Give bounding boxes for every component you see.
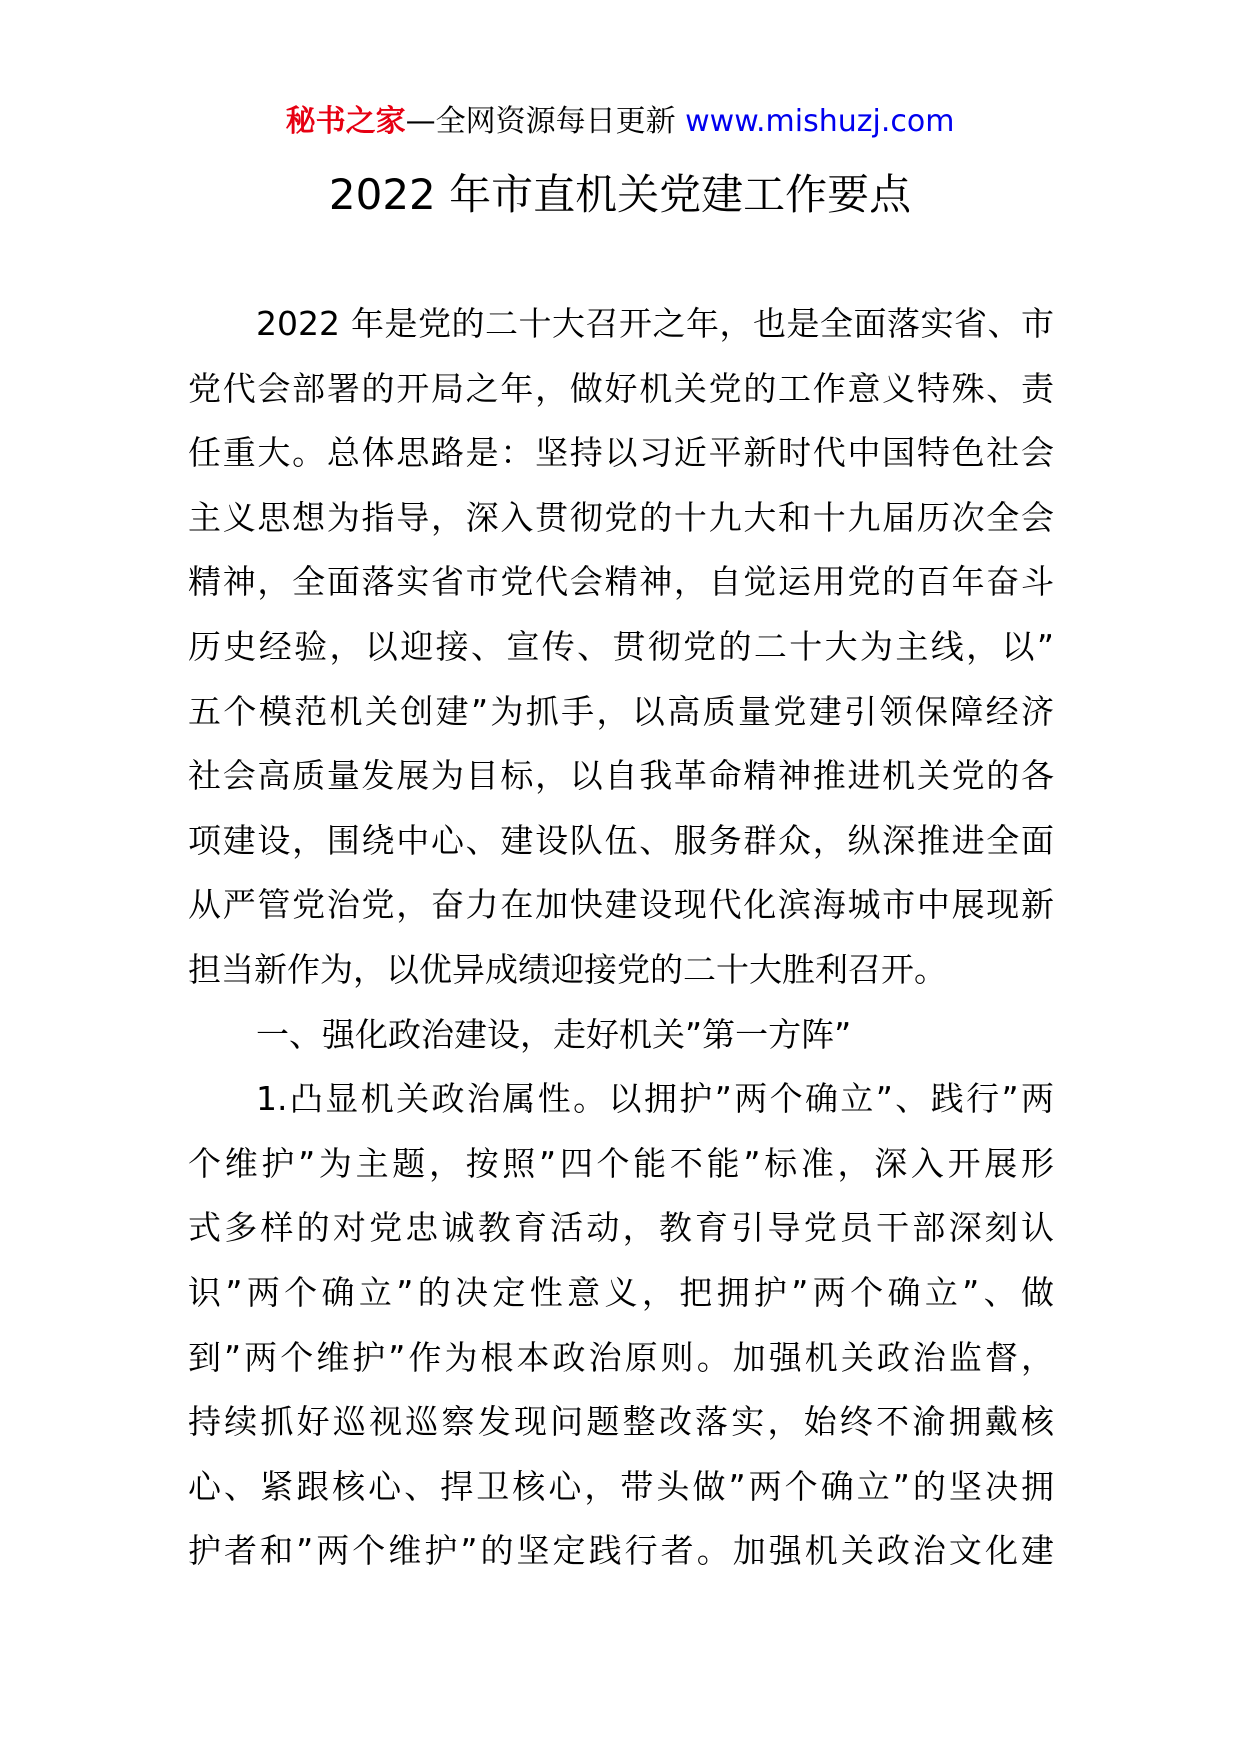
document-title: 2022 年市直机关党建工作要点 bbox=[328, 170, 912, 219]
body-line: 五个模范机关创建”为抓手，以高质量党建引领保障经济 bbox=[188, 691, 1054, 731]
site-header bbox=[0, 102, 1240, 142]
body-line: 持续抓好巡视巡察发现问题整改落实，始终不渝拥戴核 bbox=[188, 1402, 1054, 1442]
document-body bbox=[188, 292, 1054, 1584]
brand-name: 秘书之家 bbox=[285, 104, 406, 139]
body-line: 主义思想为指导，深入贯彻党的十九大和十九届历次全会 bbox=[188, 497, 1054, 537]
body-line: 担当新作为，以优异成绩迎接党的二十大胜利召开。 bbox=[188, 949, 947, 989]
body-line: 党代会部署的开局之年，做好机关党的工作意义特殊、责 bbox=[188, 368, 1054, 408]
header-slogan: —全网资源每日更新 bbox=[405, 104, 676, 139]
body-line: 式多样的对党忠诚教育活动，教育引导党员干部深刻认 bbox=[188, 1208, 1054, 1248]
body-line: 识”两个确立”的决定性意义，把拥护”两个确立”、做 bbox=[188, 1272, 1054, 1312]
body-line: 社会高质量发展为目标，以自我革命精神推进机关党的各 bbox=[188, 756, 1054, 796]
body-line: 任重大。总体思路是：坚持以习近平新时代中国特色社会 bbox=[188, 433, 1054, 473]
body-line: 精神，全面落实省市党代会精神，自觉运用党的百年奋斗 bbox=[188, 562, 1054, 602]
body-line: 项建设，围绕中心、建设队伍、服务群众，纵深推进全面 bbox=[188, 820, 1054, 860]
body-line: 2022 年是党的二十大召开之年，也是全面落实省、市 bbox=[256, 304, 1054, 343]
site-link[interactable]: www.mishuzj.com bbox=[685, 104, 955, 139]
body-line: 历史经验，以迎接、宣传、贯彻党的二十大为主线，以” bbox=[188, 626, 1054, 666]
body-line: 心、紧跟核心、捍卫核心，带头做”两个确立”的坚决拥 bbox=[188, 1466, 1054, 1506]
body-line: 到”两个维护”作为根本政治原则。加强机关政治监督， bbox=[188, 1337, 1054, 1377]
body-line: 从严管党治党，奋力在加快建设现代化滨海城市中展现新 bbox=[188, 885, 1054, 925]
body-line: 一、强化政治建设，走好机关”第一方阵” bbox=[256, 1014, 852, 1054]
body-line: 护者和”两个维护”的坚定践行者。加强机关政治文化建 bbox=[188, 1531, 1054, 1571]
body-line: 1.凸显机关政治属性。以拥护”两个确立”、践行”两 bbox=[256, 1079, 1054, 1119]
body-line: 个维护”为主题，按照”四个能不能”标准，深入开展形 bbox=[188, 1143, 1054, 1183]
